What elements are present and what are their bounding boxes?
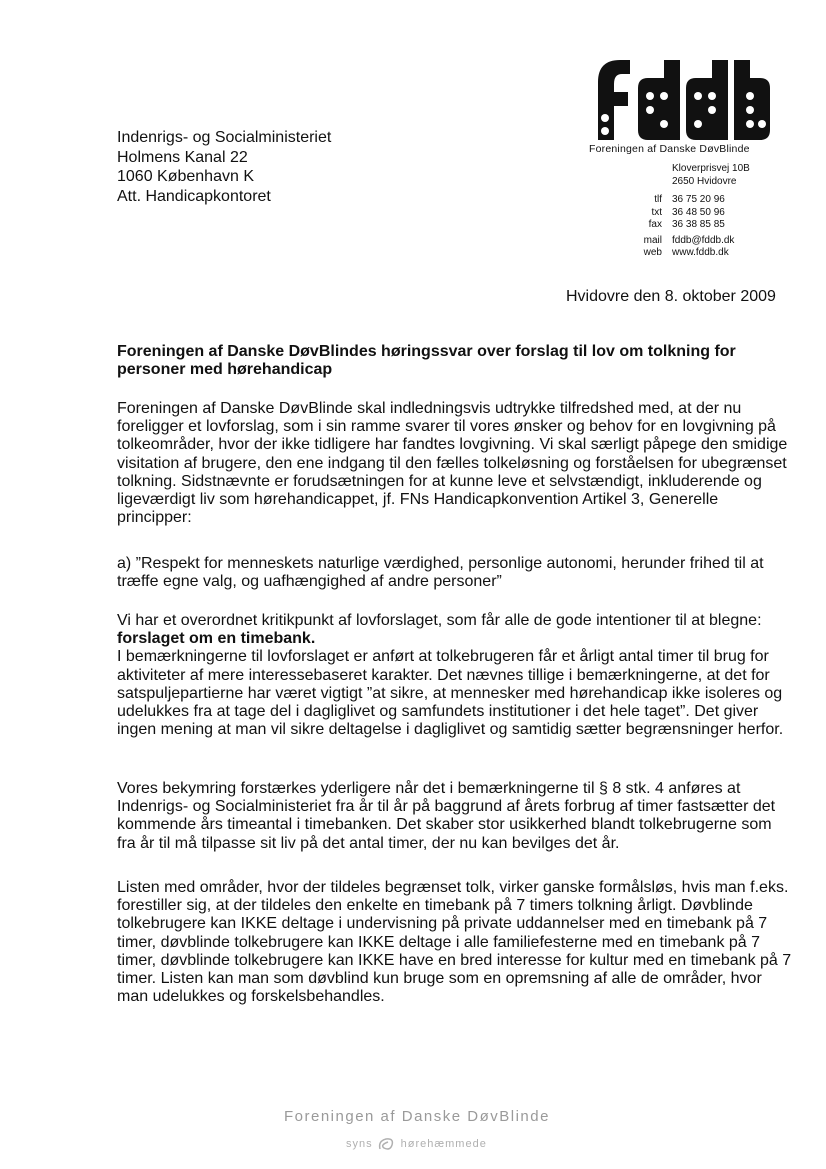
paragraph-text: Vores bekymring forstærkes yderligere når det i bemærkningerne til § 8 stk. 4 anføres at Indenrigs- og Socialministeriet fra år til år på baggrund af årets forbrug af timer fastsætter det kommende års timeantal i timebanken. Det skaber stor usikkerhed blandt tolkebrugerne som fra år til må tilpasse sit liv på det antal timer, der nu kan bevilges det år. — [117, 780, 776, 852]
contact-label: fax — [648, 219, 662, 230]
paragraph-emphasis: forslaget om en timebank. — [117, 630, 316, 648]
paragraph-text: Foreningen af Danske DøvBlinde skal indledningsvis udtrykke tilfredshed med, at der nu foreligger et lovforslag, som i sin ramme svarer til vores ønsker og behov for en lovgivning på tolkeområder, hvor der ikke tidligere har fandtes lovgivning. Vi skal særligt påpege den smidige visitation af brugere, den ene indgang til den fælles tolkeløsning og forståelsen for ubegrænset tolkning. Sidstnævnte er forudsætningen for at kunne leve et selvstændigt, inkluderende og ligeværdigt liv som hørehandicappet, jf. FNs Handicapkonvention Artikel 3, Generelle principper: — [117, 400, 788, 527]
contact-value: www.fddb.dk — [672, 247, 729, 258]
recipient-address — [117, 128, 331, 206]
contact-value: fddb@fddb.dk — [672, 234, 735, 246]
letter-date: Hvidovre den 8. oktober 2009 — [566, 288, 776, 305]
contact-label: tlf — [654, 194, 662, 205]
paragraph-text: a) ”Respekt for menneskets naturlige værdighed, personlige autonomi, herunder frihed til at træffe egne valg, og uafhængighed af andre personer” — [117, 555, 764, 591]
paragraph-text: I bemærkningerne til lovforslaget er anført at tolkebrugeren får et årligt antal timer til brug for aktiviteter af mere interessebaseret karakter. Det nævnes tillige i bemærkningerne, at det for satspuljepartierne har været vigtigt ”at sikre, at mennesker med hørehandicap ikke isoleres og udelukkes fra at tage del i dagliglivet og samfundets institutioner i det hele taget”. Det giver ingen mening at man vil sikre deltagelse i dagliglivet og samtidig sætter begrænsninger herfor. — [117, 648, 784, 739]
contact-label: mail — [643, 234, 662, 246]
contact-row-mail — [612, 235, 734, 248]
footer-right-text: hørehæmmede — [400, 1138, 487, 1150]
sender-street: Kloverprisvej 10B — [672, 163, 750, 174]
footer-org-name: Foreningen af Danske DøvBlinde — [284, 1108, 550, 1125]
recipient-line: Indenrigs- og Socialministeriet — [117, 129, 332, 146]
body-paragraph-timebank — [117, 612, 792, 739]
contact-row-text — [612, 207, 734, 220]
paragraph-text — [117, 612, 792, 648]
contact-value: 36 48 50 96 — [672, 206, 725, 218]
paragraph-lead: Vi har et overordnet kritikpunkt af lovforslaget, som får alle de gode intentioner til at blegne: — [117, 612, 762, 629]
contact-row-web — [612, 247, 734, 260]
footer-left-text: syns — [346, 1138, 373, 1150]
contact-value: 36 38 85 85 — [672, 219, 725, 230]
footer-subline — [346, 1135, 487, 1153]
recipient-line: Att. Handicapkontoret — [117, 187, 271, 205]
recipient-line: Holmens Kanal 22 — [117, 148, 248, 166]
logo-org-name: Foreningen af Danske DøvBlinde — [589, 143, 750, 155]
paragraph-text: Listen med områder, hvor der tildeles begrænset tolk, virker ganske formålsløs, hvis man f.eks. forestiller sig, at der tildeles den enkelte en timebank på 7 timers tolkning årligt. Døvblinde tolkebrugere kan IKKE deltage i undervisning på private uddannelser med en timebank på 7 timer, døvblinde tolkebrugere kan IKKE deltage i alle familiefesterne med en timebank på 7 timer, døvblinde tolkebrugere kan IKKE have en bred interesse for kultur med en timebank på 7 timer. Listen kan man som døvblind kun bruge som en opremsning af alle de områder, hvor man udelukkes og forskelsbehandles. — [117, 879, 792, 1006]
sender-city: 2650 Hvidovre — [672, 175, 737, 187]
body-paragraph — [117, 400, 792, 527]
contact-row-phone — [612, 194, 734, 207]
sender-address — [672, 163, 750, 188]
contact-row-fax — [612, 219, 734, 232]
recipient-line: 1060 København K — [117, 168, 254, 185]
body-paragraph-quote — [117, 555, 792, 591]
sender-contacts — [612, 194, 734, 260]
contact-label: txt — [651, 206, 662, 218]
letter-subject: Foreningen af Danske DøvBlindes høringssvar over forslag til lov om tolkning for personer med hørehandicap — [117, 343, 736, 378]
contact-label: web — [643, 247, 662, 258]
body-paragraph — [117, 780, 792, 853]
contact-value: 36 75 20 96 — [672, 194, 725, 205]
fddb-logo-icon — [590, 52, 770, 140]
ampersand-swirl-icon — [376, 1135, 398, 1153]
body-paragraph — [117, 879, 792, 1006]
